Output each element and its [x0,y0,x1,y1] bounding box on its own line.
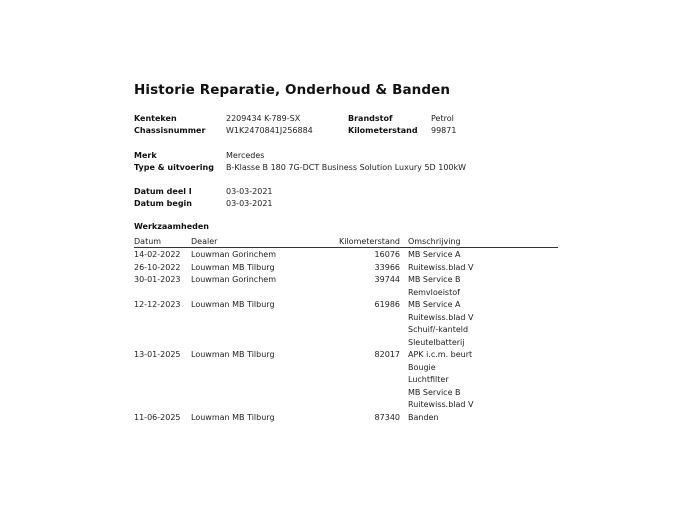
column-header-kilometerstand: Kilometerstand [338,237,400,246]
column-header-dealer: Dealer [191,237,218,246]
column-header-omschrijving: Omschrijving [408,237,461,246]
row-datum: 11-06-2025 [134,412,181,422]
row-datum: 13-01-2025 [134,350,181,359]
table-row [134,349,558,412]
row-dealer: Louwman MB Tilburg [191,412,275,422]
kilometerstand-value: 99871 [431,126,457,135]
chassisnummer-label: Chassisnummer [134,126,206,135]
werkzaamheden-table [134,249,558,424]
kenteken-value: 2209434 K-789-SX [226,114,301,123]
row-datum: 26-10-2022 [134,262,181,272]
row-kilometerstand: 87340 [374,412,400,422]
table-row [134,274,558,299]
table-row [134,249,558,262]
row-omschrijving [408,249,461,262]
row-omschrijving [408,274,461,299]
omschrijving-item: Bougie [408,362,436,372]
type-uitvoering-label: Type & uitvoering [134,163,214,172]
brandstof-value: Petrol [431,114,454,123]
row-kilometerstand: 33966 [374,262,400,272]
omschrijving-item: Remvloeistof [408,287,460,297]
merk-label: Merk [134,151,157,160]
merk-value: Mercedes [226,151,265,160]
omschrijving-item: Sleutelbatterij [408,337,465,347]
row-dealer: Louwman Gorinchem [191,250,276,259]
page-title: Historie Reparatie, Onderhoud & Banden [134,82,451,98]
omschrijving-item: MB Service B [408,275,461,284]
table-row [134,262,558,275]
omschrijving-item: Luchtfilter [408,375,449,384]
omschrijving-item: Ruitewiss.blad V [408,312,474,322]
datum-begin-value: 03-03-2021 [226,199,273,208]
row-omschrijving [408,299,474,349]
chassisnummer-value: W1K2470841J256884 [226,126,313,135]
omschrijving-item: MB Service A [408,250,461,259]
row-omschrijving [408,262,474,275]
omschrijving-item: MB Service B [408,387,461,397]
omschrijving-item: Banden [408,412,439,422]
omschrijving-item: Ruitewiss.blad V [408,400,474,409]
row-datum: 14-02-2022 [134,250,181,259]
row-omschrijving [408,412,439,425]
brandstof-label: Brandstof [348,114,393,123]
row-kilometerstand: 39744 [374,275,400,284]
row-omschrijving [408,349,474,412]
row-datum: 30-01-2023 [134,275,181,284]
row-kilometerstand: 16076 [374,250,400,259]
row-dealer: Louwman MB Tilburg [191,300,275,309]
row-datum: 12-12-2023 [134,300,181,309]
column-header-datum: Datum [134,237,162,246]
kilometerstand-label: Kilometerstand [348,126,418,135]
kenteken-label: Kenteken [134,114,177,123]
omschrijving-item: Schuif/-kanteld [408,325,469,334]
row-dealer: Louwman MB Tilburg [191,262,275,272]
table-row [134,412,558,425]
table-header-rule [134,247,558,248]
row-kilometerstand: 82017 [374,350,400,359]
datum-deel-value: 03-03-2021 [226,187,273,196]
table-row [134,299,558,349]
row-dealer: Louwman MB Tilburg [191,350,275,359]
row-kilometerstand: 61986 [374,300,400,309]
omschrijving-item: MB Service A [408,300,461,309]
datum-begin-label: Datum begin [134,199,192,208]
omschrijving-item: APK i.c.m. beurt [408,350,473,359]
datum-deel-label: Datum deel I [134,187,192,196]
type-uitvoering-value: B-Klasse B 180 7G-DCT Business Solution Luxury 5D 100kW [226,163,467,172]
omschrijving-item: Ruitewiss.blad V [408,262,474,272]
row-dealer: Louwman Gorinchem [191,275,276,284]
werkzaamheden-title: Werkzaamheden [134,222,209,231]
